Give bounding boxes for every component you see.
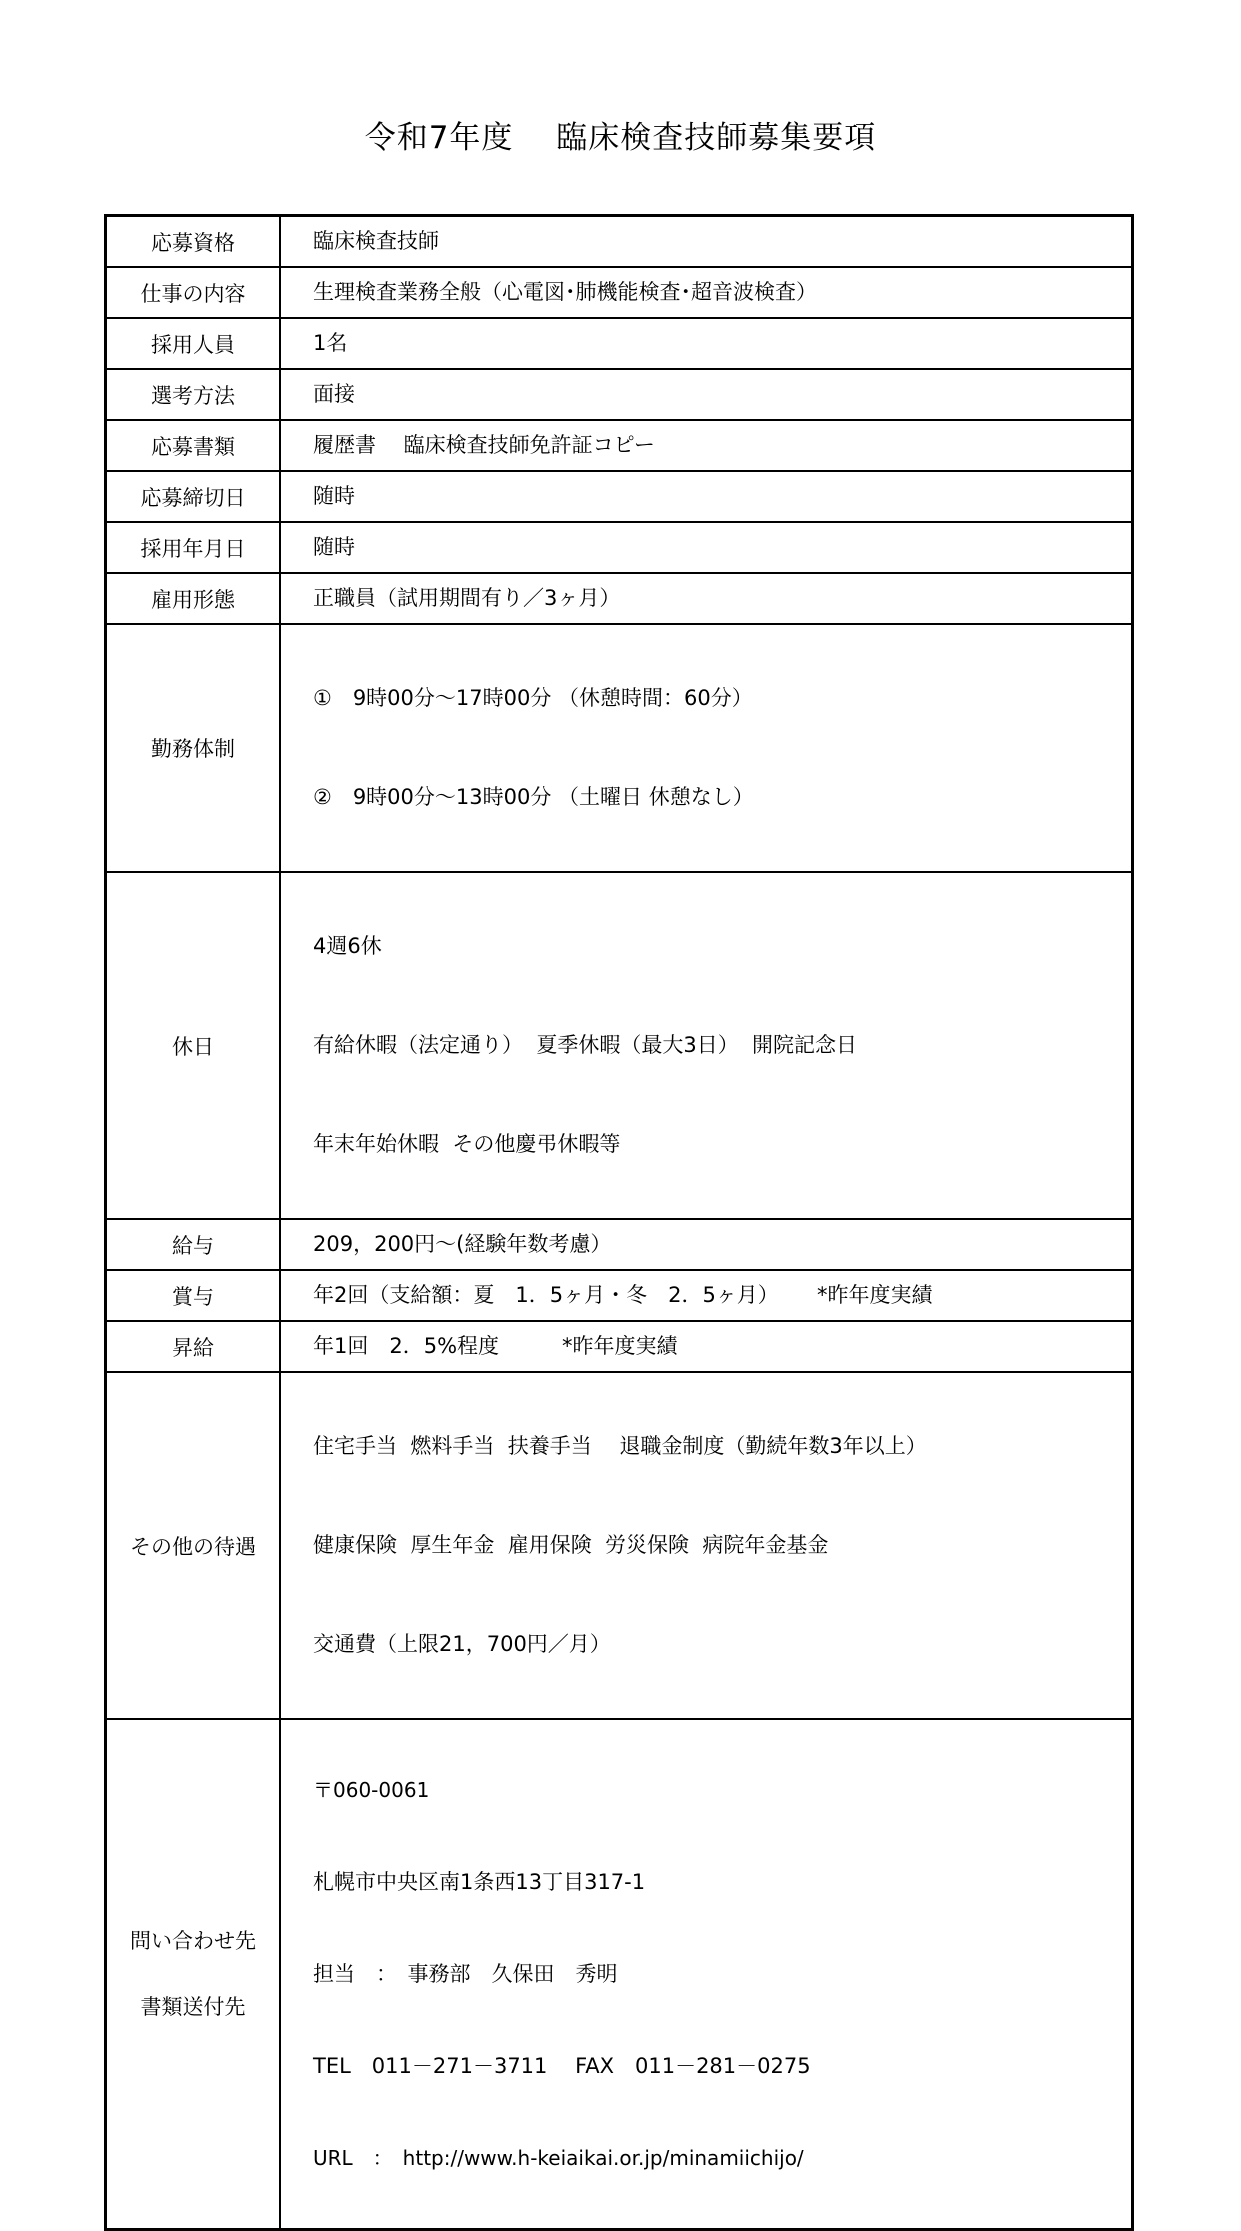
table-row-bonus	[106, 1270, 1133, 1321]
work-schedule-label: 勤務体制	[106, 624, 281, 872]
bonus-value: 年2回（支給額：夏 1．5ヶ月・冬 2．5ヶ月） *昨年度実績	[280, 1270, 1133, 1321]
table-row	[106, 522, 1133, 573]
table-row-salary	[106, 1219, 1133, 1270]
table-row-work-schedule	[106, 624, 1133, 872]
other-benefits-value	[280, 1372, 1133, 1719]
row-value: 正職員（試用期間有り／3ヶ月）	[280, 573, 1133, 624]
other-benefits-line: 健康保険 厚生年金 雇用保険 労災保険 病院年金基金	[313, 1533, 829, 1557]
table-row	[106, 573, 1133, 624]
table-row	[106, 471, 1133, 522]
work-schedule-line: ① 9時00分～17時00分 （休憩時間：60分）	[313, 686, 753, 710]
row-value: 臨床検査技師	[280, 216, 1133, 268]
table-row-holidays	[106, 872, 1133, 1219]
page-title: 令和7年度 臨床検査技師募集要項	[364, 120, 877, 156]
row-label: 応募資格	[106, 216, 281, 268]
work-schedule-line: ② 9時00分～13時00分 （土曜日 休憩なし）	[313, 785, 754, 809]
holidays-line: 4週6休	[313, 934, 382, 958]
table-row	[106, 369, 1133, 420]
raise-label: 昇給	[106, 1321, 281, 1372]
contact-label-line: 書類送付先	[140, 1995, 246, 2019]
row-value: 面接	[280, 369, 1133, 420]
row-label: 採用年月日	[106, 522, 281, 573]
salary-label: 給与	[106, 1219, 281, 1270]
contact-label	[106, 1719, 281, 2230]
url-link[interactable]: URL ： http://www.h-keiaikai.or.jp/minamiichijo/	[313, 2146, 804, 2170]
table-row-contact	[106, 1719, 1133, 2230]
postal-code: 〒060-0061	[313, 1778, 430, 1802]
table-row-other-benefits	[106, 1372, 1133, 1719]
table-row	[106, 216, 1133, 268]
table-row-raise	[106, 1321, 1133, 1372]
contact-person: 担当 ： 事務部 久保田 秀明	[313, 1962, 618, 1986]
row-value: 随時	[280, 522, 1133, 573]
contact-label-line: 問い合わせ先	[130, 1929, 256, 1953]
other-benefits-line: 交通費（上限21，700円／月）	[313, 1632, 611, 1656]
contact-value	[280, 1719, 1133, 2230]
row-value: 生理検査業務全般（心電図･肺機能検査･超音波検査）	[280, 267, 1133, 318]
raise-value: 年1回 2．5%程度 *昨年度実績	[280, 1321, 1133, 1372]
recruitment-table	[104, 214, 1134, 2231]
salary-value: 209，200円～(経験年数考慮）	[280, 1219, 1133, 1270]
table-row	[106, 267, 1133, 318]
holidays-value	[280, 872, 1133, 1219]
row-label: 応募締切日	[106, 471, 281, 522]
other-benefits-line: 住宅手当 燃料手当 扶養手当 退職金制度（勤続年数3年以上）	[313, 1434, 927, 1458]
work-schedule-value	[280, 624, 1133, 872]
holidays-line: 年末年始休暇 その他慶弔休暇等	[313, 1132, 621, 1156]
holidays-label: 休日	[106, 872, 281, 1219]
row-label: 選考方法	[106, 369, 281, 420]
row-label: 採用人員	[106, 318, 281, 369]
bonus-label: 賞与	[106, 1270, 281, 1321]
row-value: 随時	[280, 471, 1133, 522]
address: 札幌市中央区南1条西13丁目317-1	[313, 1870, 646, 1894]
row-value: 1名	[280, 318, 1133, 369]
other-benefits-label: その他の待遇	[106, 1372, 281, 1719]
row-label: 応募書類	[106, 420, 281, 471]
phone-fax: TEL 011－271－3711 FAX 011－281－0275	[313, 2054, 811, 2078]
table-row	[106, 318, 1133, 369]
table-row	[106, 420, 1133, 471]
row-label: 仕事の内容	[106, 267, 281, 318]
row-label: 雇用形態	[106, 573, 281, 624]
holidays-line: 有給休暇（法定通り） 夏季休暇（最大3日） 開院記念日	[313, 1033, 858, 1057]
row-value: 履歴書 臨床検査技師免許証コピー	[280, 420, 1133, 471]
